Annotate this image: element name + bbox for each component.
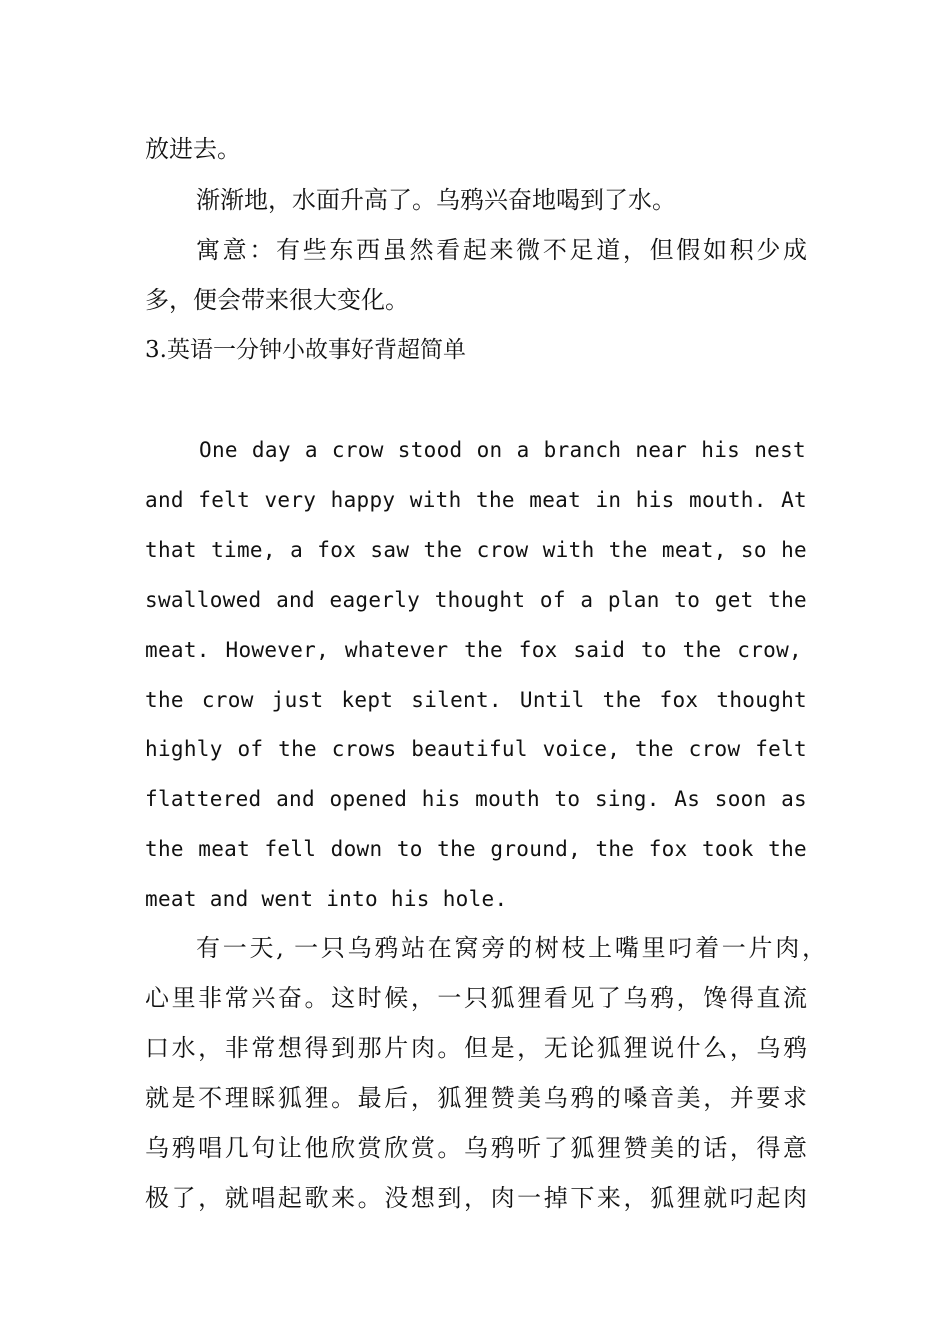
text-line: 乌鸦唱几句让他欣赏欣赏。乌鸦听了狐狸赞美的话，得意 — [145, 1134, 807, 1162]
text-line: the crow just kept silent. Until the fox thought — [145, 688, 807, 712]
text-line: 极了，就唱起歌来。没想到，肉一掉下来，狐狸就叼起肉 — [145, 1184, 807, 1212]
text-line: and felt very happy with the meat in his mouth. At — [145, 488, 807, 512]
text-line: 有一天, 一只乌鸦站在窝旁的树枝上嘴里叼着一片肉， — [196, 934, 826, 962]
text-line: One day a crow stood on a branch near his nest — [199, 438, 806, 462]
text-line: meat. However, whatever the fox said to the crow, — [145, 638, 802, 662]
text-line: meat and went into his hole. — [145, 887, 508, 911]
text-line: 寓意：有些东西虽然看起来微不足道，但假如积少成 — [196, 236, 807, 264]
text-line: 渐渐地，水面升高了。乌鸦兴奋地喝到了水。 — [196, 186, 676, 214]
text-line: swallowed and eagerly thought of a plan to get the — [145, 588, 807, 612]
text-line: that time, a fox saw the crow with the meat, so he — [145, 538, 807, 562]
section-heading: 3.英语一分钟小故事好背超简单 — [145, 337, 466, 363]
text-line: flattered and opened his mouth to sing. As soon as — [145, 787, 807, 811]
text-line: 口水，非常想得到那片肉。但是，无论狐狸说什么，乌鸦 — [145, 1034, 807, 1062]
text-line: highly of the crows beautiful voice, the crow felt — [145, 737, 807, 761]
text-line: 心里非常兴奋。这时候，一只狐狸看见了乌鸦，馋得直流 — [145, 984, 807, 1012]
text-line: the meat fell down to the ground, the fox took the — [145, 837, 807, 861]
text-line: 多，便会带来很大变化。 — [145, 286, 409, 314]
text-line: 放进去。 — [145, 135, 241, 163]
text-line: 就是不理睬狐狸。最后，狐狸赞美乌鸦的嗓音美，并要求 — [145, 1084, 807, 1112]
